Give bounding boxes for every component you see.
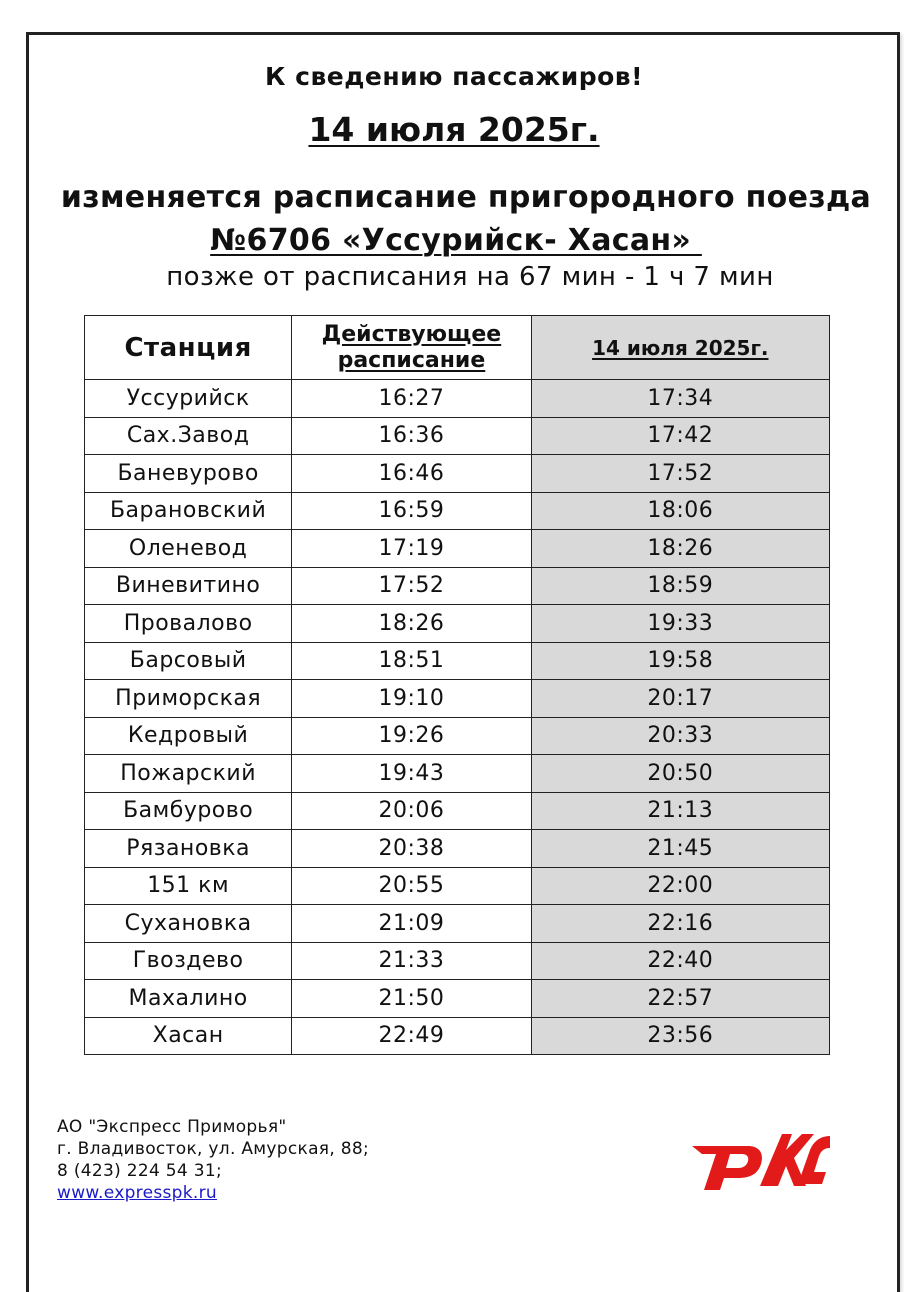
new-time-cell: 23:56 — [531, 1017, 829, 1055]
station-cell: Рязановка — [85, 830, 292, 868]
current-time-cell: 20:06 — [292, 792, 531, 830]
new-time-cell: 22:00 — [531, 867, 829, 905]
table-row — [85, 1017, 830, 1055]
station-cell: Барановский — [85, 492, 292, 530]
current-time-cell: 16:59 — [292, 492, 531, 530]
table-row — [85, 455, 830, 493]
schedule-table — [84, 315, 830, 1055]
notice-heading: К сведению пассажиров! — [264, 62, 644, 91]
current-time-cell: 21:50 — [292, 980, 531, 1018]
notice-delay: позже от расписания на 67 мин - 1 ч 7 мин — [166, 262, 774, 292]
station-cell: Барсовый — [85, 642, 292, 680]
current-time-cell: 20:38 — [292, 830, 531, 868]
station-cell: Провалово — [85, 605, 292, 643]
station-cell: Сухановка — [85, 905, 292, 943]
header-current-schedule — [292, 316, 531, 380]
current-time-cell: 21:33 — [292, 942, 531, 980]
table-row — [85, 567, 830, 605]
header-current-line2: расписание — [337, 347, 486, 373]
station-cell: Приморская — [85, 680, 292, 718]
notice-change-text: изменяется расписание пригородного поезда — [60, 180, 872, 215]
notice-date-text: 14 июля 2025г. — [308, 110, 600, 149]
header-current-line1: Действующее — [321, 321, 502, 347]
current-time-cell: 16:27 — [292, 380, 531, 418]
current-time-cell: 16:36 — [292, 417, 531, 455]
station-cell: Сах.Завод — [85, 417, 292, 455]
footer-phone: 8 (423) 224 54 31; — [57, 1161, 222, 1181]
table-row — [85, 717, 830, 755]
notice-date — [0, 110, 908, 149]
table-row — [85, 530, 830, 568]
rzd-logo-icon — [690, 1128, 830, 1190]
current-time-cell: 22:49 — [292, 1017, 531, 1055]
station-cell: Хасан — [85, 1017, 292, 1055]
table-row — [85, 417, 830, 455]
table-row — [85, 605, 830, 643]
new-time-cell: 18:26 — [531, 530, 829, 568]
table-row — [85, 380, 830, 418]
new-time-cell: 20:17 — [531, 680, 829, 718]
footer-contacts — [57, 1116, 369, 1204]
station-cell: Уссурийск — [85, 380, 292, 418]
new-time-cell: 19:58 — [531, 642, 829, 680]
new-time-cell: 18:59 — [531, 567, 829, 605]
current-time-cell: 21:09 — [292, 905, 531, 943]
station-cell: Оленевод — [85, 530, 292, 568]
station-cell: Кедровый — [85, 717, 292, 755]
table-row — [85, 867, 830, 905]
station-cell: Пожарский — [85, 755, 292, 793]
current-time-cell: 19:10 — [292, 680, 531, 718]
new-time-cell: 22:16 — [531, 905, 829, 943]
new-time-cell: 22:40 — [531, 942, 829, 980]
new-time-cell: 18:06 — [531, 492, 829, 530]
table-row — [85, 642, 830, 680]
table-row — [85, 492, 830, 530]
current-time-cell: 20:55 — [292, 867, 531, 905]
notice-train-text: №6706 «Уссурийск- Хасан» — [210, 223, 702, 258]
new-time-cell: 17:34 — [531, 380, 829, 418]
schedule-body — [85, 380, 830, 1055]
notice-train — [2, 223, 908, 258]
station-cell: 151 км — [85, 867, 292, 905]
new-time-cell: 19:33 — [531, 605, 829, 643]
footer-address: г. Владивосток, ул. Амурская, 88; — [57, 1139, 369, 1159]
station-cell: Виневитино — [85, 567, 292, 605]
new-time-cell: 20:50 — [531, 755, 829, 793]
current-time-cell: 19:43 — [292, 755, 531, 793]
current-time-cell: 18:26 — [292, 605, 531, 643]
station-cell: Бамбурово — [85, 792, 292, 830]
station-cell: Баневурово — [85, 455, 292, 493]
new-time-cell: 22:57 — [531, 980, 829, 1018]
current-time-cell: 19:26 — [292, 717, 531, 755]
table-row — [85, 680, 830, 718]
station-cell: Махалино — [85, 980, 292, 1018]
table-row — [85, 792, 830, 830]
current-time-cell: 18:51 — [292, 642, 531, 680]
header-new-schedule: 14 июля 2025г. — [531, 316, 829, 380]
current-time-cell: 17:19 — [292, 530, 531, 568]
table-row — [85, 942, 830, 980]
table-row — [85, 905, 830, 943]
table-row — [85, 755, 830, 793]
table-row — [85, 980, 830, 1018]
table-row — [85, 830, 830, 868]
footer-website-link[interactable]: www.expresspk.ru — [57, 1183, 217, 1203]
current-time-cell: 17:52 — [292, 567, 531, 605]
header-station: Станция — [85, 316, 292, 380]
station-cell: Гвоздево — [85, 942, 292, 980]
new-time-cell: 17:42 — [531, 417, 829, 455]
new-time-cell: 21:45 — [531, 830, 829, 868]
schedule-header-row — [85, 316, 830, 380]
new-time-cell: 20:33 — [531, 717, 829, 755]
new-time-cell: 17:52 — [531, 455, 829, 493]
current-time-cell: 16:46 — [292, 455, 531, 493]
new-time-cell: 21:13 — [531, 792, 829, 830]
footer-company: АО "Экспресс Приморья" — [57, 1117, 287, 1137]
